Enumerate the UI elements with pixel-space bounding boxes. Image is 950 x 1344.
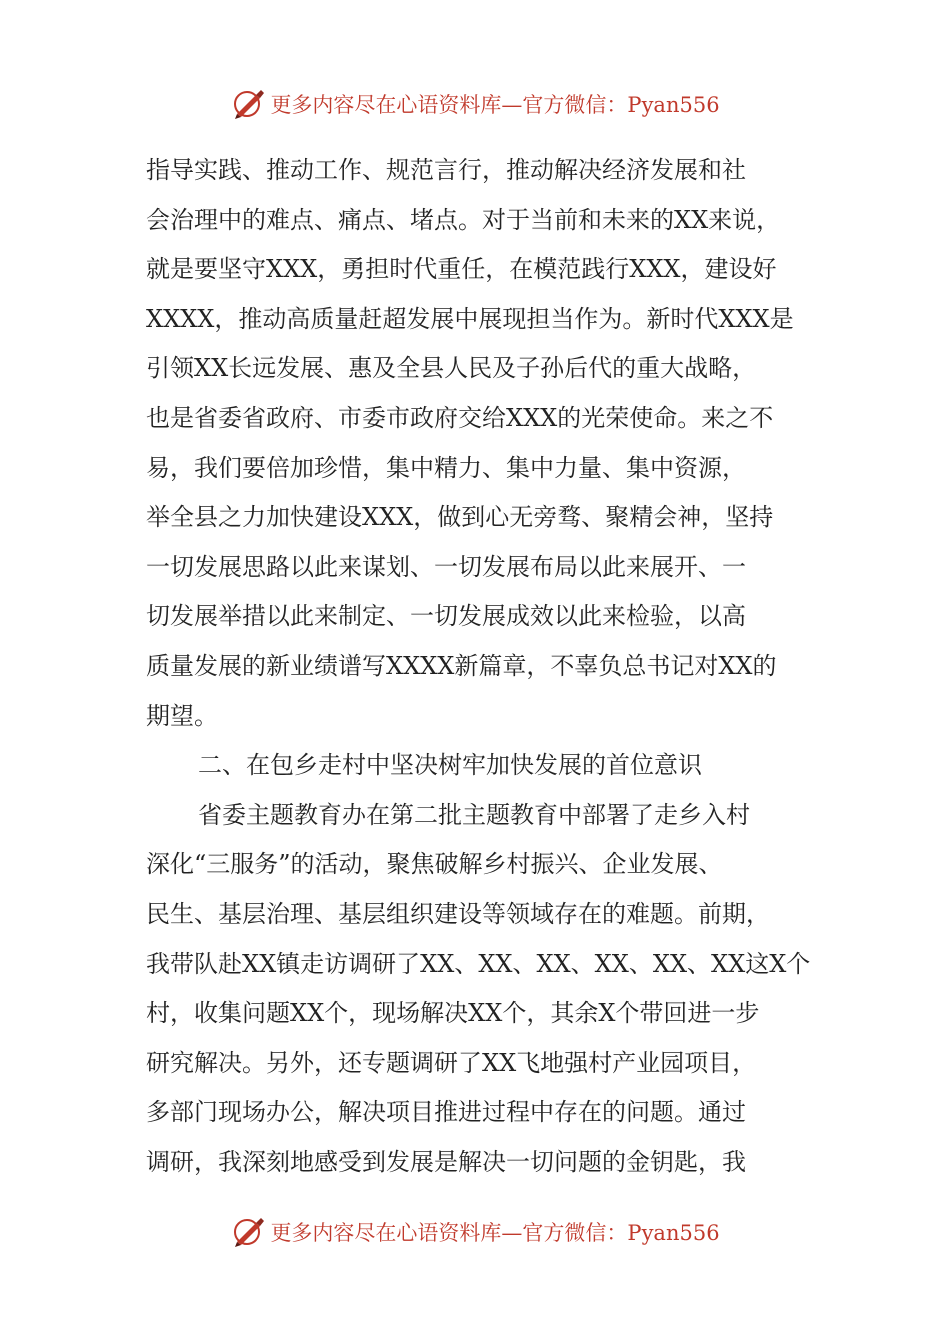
text-line: 深化“三服务”的活动，聚焦破解乡村振兴、企业发展、 (146, 850, 723, 879)
text-line: 省委主题教育办在第二批主题教育中部署了走乡入村 (198, 800, 750, 829)
text-line: 我带队赴XX镇走访调研了XX、XX、XX、XX、XX、XX这X个 (146, 949, 811, 978)
text-line: 指导实践、推动工作、规范言行，推动解决经济发展和社 (146, 156, 746, 184)
text-line: 期望。 (146, 701, 218, 730)
text-line: 研究解决。另外，还专题调研了XX飞地强村产业园项目， (146, 1048, 757, 1077)
banner-text: 更多内容尽在心语资料库—官方微信：Pyan556 (270, 93, 720, 117)
text-line: 村，收集问题XX个，现场解决XX个，其余X个带回进一步 (146, 999, 760, 1028)
text-line: 举全县之力加快建设XXX，做到心无旁骛、聚精会神，坚持 (146, 503, 774, 532)
text-line: 切发展举措以此来制定、一切发展成效以此来检验，以高 (146, 602, 746, 631)
text-line: 也是省委省政府、市委市政府交给XXX的光荣使命。来之不 (146, 403, 774, 432)
document-body (146, 146, 816, 1187)
text-line: 就是要坚守XXX，勇担时代重任，在模范践行XXX，建设好 (146, 255, 777, 284)
pen-logo-icon (230, 1214, 266, 1250)
header-banner (0, 84, 950, 124)
text-line: 调研，我深刻地感受到发展是解决一切问题的金钥匙，我 (146, 1147, 746, 1176)
text-line: 一切发展思路以此来谋划、一切发展布局以此来展开、一 (146, 552, 746, 581)
text-line: XXXX，推动高质量赶超发展中展现担当作为。新时代XXX是 (146, 304, 794, 333)
banner-text: 更多内容尽在心语资料库—官方微信：Pyan556 (270, 1221, 720, 1245)
text-line: 多部门现场办公，解决项目推进过程中存在的问题。通过 (146, 1098, 746, 1127)
text-line: 质量发展的新业绩谱写XXXX新篇章，不辜负总书记对XX的 (146, 651, 777, 680)
footer-banner (0, 1212, 950, 1252)
text-line: 会治理中的难点、痛点、堵点。对于当前和未来的XX来说， (146, 205, 781, 234)
pen-logo-icon (230, 86, 266, 122)
text-line: 民生、基层治理、基层组织建设等领域存在的难题。前期， (146, 899, 770, 928)
text-line: 二、在包乡走村中坚决树牢加快发展的首位意识 (198, 751, 702, 780)
text-line: 引领XX长远发展、惠及全县人民及子孙后代的重大战略， (146, 354, 757, 383)
text-line: 易，我们要倍加珍惜，集中精力、集中力量、集中资源， (146, 453, 746, 482)
